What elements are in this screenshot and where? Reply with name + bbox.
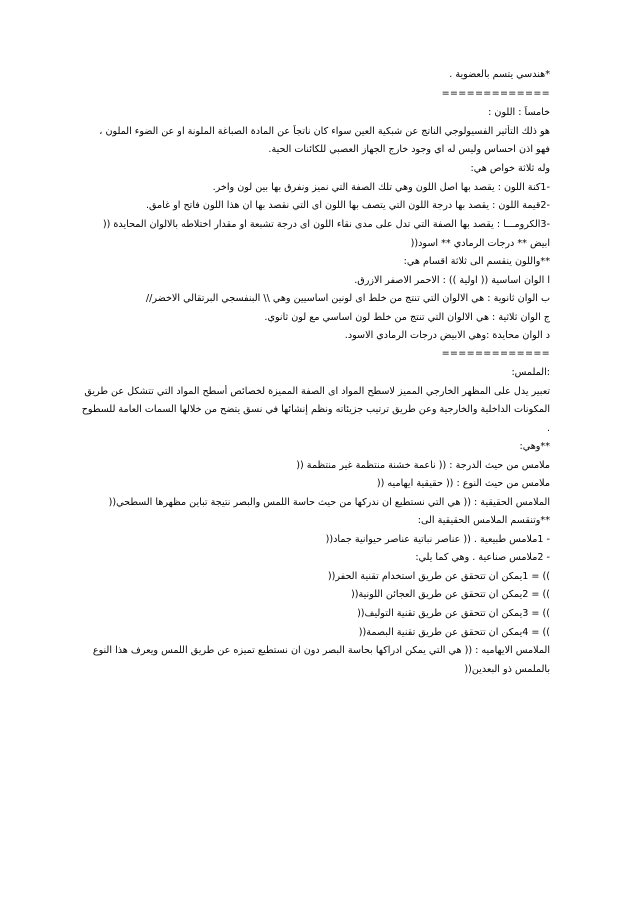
text-line: الملامس الايهاميه : (( هي التي يمكن ادراكها بحاسة البصر دون ان نستطيع تميزه عن طريق اللمس ويعرف هذا النوع (92, 645, 550, 656)
text-line: ب الوان ثانوية : هي الالوان التي تنتج من خلط اى لونين اساسيين وهي \\ البنفسجي البرتقالي الاخضر// (145, 293, 550, 304)
separator-line: ============= (441, 348, 550, 359)
text-line: د الوان محايدة :وهي الابيض درجات الرمادي الاسود. (344, 330, 550, 341)
separator-line: ============= (441, 88, 550, 99)
text-line: تعبير يدل على المظهر الخارجي المميز لاسطح المواد اى الصفة المميزة لخصائص أسطح المواد التي تتشكل عن طريق (84, 386, 550, 397)
text-line: **وهي: (519, 441, 550, 452)
text-line: - 1ملامس طبيعية . (( عناصر نباتية عناصر حيوانية جماد(( (325, 534, 550, 545)
text-line: *هندسي يتسم بالعضوية . (449, 69, 550, 80)
text-line: . (546, 423, 550, 434)
text-line: -3الكرومـــا : يقصد بها الصفة التي تدل على مدى نقاء اللون اى درجة تشبعة او مقدار اختلاطه بالالوان المحايدة (( (102, 219, 550, 230)
text-line: )) = 3يمكن ان تتحقق عن طريق تقنية التوليف(( (357, 608, 550, 619)
section-heading-texture: :الملمس: (511, 367, 550, 378)
text-line: المكونات الداخلية والخارجية وعن طريق ترتيب جزيئاته ونظم إنشائها في نسق يتضح من خلالها السمات العامة للسطوح (81, 404, 550, 415)
text-line: فهو اذن احساس وليس له اي وجود خارج الجهاز العصبي للكائنات الحية. (268, 144, 550, 155)
text-line: -2قيمة اللون : يقصد بها درجة اللون التي يتصف بها اللون اى التي نقصد بها ان هذا اللون فاتح او غامق. (145, 200, 550, 211)
text-line: - 2ملامس صناعية . وهي كما يلي: (415, 552, 550, 563)
text-line: **وتنقسم الملامس الحقيقية الى: (417, 515, 550, 526)
section-heading-color: خامساً : اللون : (488, 107, 550, 118)
text-line: وله ثلاثة خواص هي: (470, 163, 550, 174)
text-line: )) = 1يمكن ان تتحقق عن طريق استخدام تقنية الحفر(( (327, 571, 550, 582)
text-line: ج الوان ثلاثية : هي الالوان التي تنتج من خلط لون اساسي مع لون ثانوي. (264, 312, 550, 323)
text-line: ملامس من حيث النوع : (( حقيقية ايهاميه (( (376, 478, 550, 489)
text-line: ملامس من حيث الدرجة : (( ناعمة خشنة منتظمة غير منتظمة (( (296, 460, 550, 471)
text-line: )) = 4يمكن ان تتحقق عن طريق تقنية البصمة(( (358, 627, 550, 638)
text-line: الملامس الحقيقية : (( هي التي نستطيع ان ندركها من حيث حاسة اللمس والبصر نتيجة تباين مظهرها السطحي(( (108, 497, 550, 508)
text-line: ا الوان اساسية (( اولية )) : الاحمر الاصفر الازرق. (354, 275, 550, 286)
text-line: **واللون ينقسم الى ثلاثة اقسام هي: (403, 256, 550, 267)
text-line: ابيض ** درجات الرمادي ** اسود(( (410, 238, 550, 249)
text-line: -1كنة اللون : يقصد بها اصل اللون وهي تلك الصفة التي نميز ونفرق بها بين لون واخر. (212, 182, 550, 193)
text-line: )) = 2يمكن ان تتحقق عن طريق العجائن اللونية(( (350, 589, 550, 600)
text-line: هو ذلك التأثير الفسيولوجي الناتج عن شبكية العين سواء كان ناتجاً عن المادة الصباغة الملونة او عن الضوء الملون ، (99, 126, 550, 137)
text-line: بالملمس ذو البعدين(( (464, 664, 550, 675)
